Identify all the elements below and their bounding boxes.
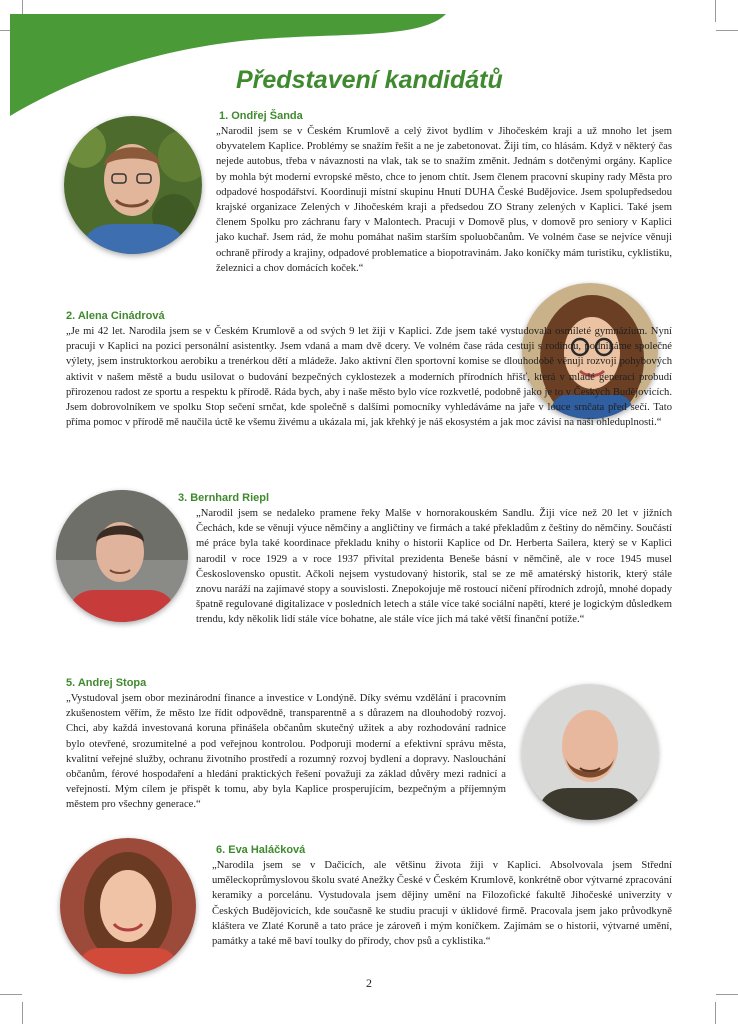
header-banner [0,0,450,120]
candidate-name-5: 5. Andrej Stopa [66,677,147,689]
candidate-photo-icon [60,838,196,974]
candidate-photo-6 [60,838,196,974]
candidate-name-1: 1. Ondřej Šanda [219,110,303,122]
candidate-bio-3: „Narodil jsem se nedaleko pramene řeky Malše v hornorakouském Sandlu. Žiji více než 20 let v jižních Čechách, kde se věnuji výuce němčiny a angličtiny ve firmách a také překladům z češtiny do němčiny. Součástí mé práce byla také koordinace překladu knihy o historii Kaplice od Dr. Herberta Sailera, který se v Kaplici narodil v roce 1929 a v roce 1937 přivítal prezidenta Beneše básní v němčině, ale v roce 1945 musel Československo opustit. Ačkoli nejsem vystudovaný historik, stal se ze mě amatérský historik, který stále znovu naráží na zajímavé stopy a souvislosti. Znepokojuje mě rostoucí ničení přírodních zdrojů, mnohé dopady špatně regulované digitalizace v posledních letech a stále více také sociální napětí, které je logickým důsledkem trendu, kdy několik lidí stále více bohatne, ale stále více jich má také větší finanční potíže.“ [196,508,672,626]
page-title: Představení kandidátů [236,66,503,94]
page-number: 2 [366,976,372,990]
crop-mark [716,994,738,995]
candidate-name-3: 3. Bernhard Riepl [178,492,270,504]
candidate-photo-icon [522,684,658,820]
candidate-name-6: 6. Eva Haláčková [216,844,306,856]
crop-mark [0,994,22,995]
candidate-bio-2: „Je mi 42 let. Narodila jsem se v Českém Krumlově a od svých 9 let žiji v Kaplici. Zde jsem také vystudovala osmileté gymnázium. Nyní pracuji v Kaplici na pozici personální asistentky. Jsem vdaná a mam dvě dcery. Ve volném čase ráda cestuji s rodinou, podnikáme společné výlety, jsem instruktorkou aerobiku a trenérkou dětí a mládeže. Jako aktivní člen sportovní komise se dlouhodobě věnuji rozvoji pohybových aktivit v našem městě a budu usilovat o budování bezpečných cyklostezek a moderních přírodních hřišť, která v mladé generaci probudí přirozenou radost ze sportu a respektu k přírodě. Ráda bych, aby i naše město bylo více rozkvetlé, podobně jako je to v Českých Budějovicích. Jsem dobrovolníkem ve spolku Stop sečení srnčat, kde společně s dalšími pomocníky vyhledáváme na jaře v louce srnčata před sečí. Tato příma pomoc v přírodě mě naučila úctě ke všemu živému a ukázala mi, jak křehký je náš ekosystém a jak moc závisí na naší ohleduplnosti.“ [66,326,672,429]
candidate-bio-5: „Vystudoval jsem obor mezinárodní finance a investice v Londýně. Díky svému vzdělání i pracovním zkušenostem věřím, že město lze řídit odpovědně, transparentně a s důrazem na dlouhodobý rozvoj. Chci, aby každá investovaná koruna přinášela občanům skutečný užitek a aby rozhodování radnice bylo otevřené, srozumitelné a pod veřejnou kontrolou. Podporuji moderní a efektivní správu města, kvalitní veřejné služby, ochranu životního prostředí a rozumný rozvoj bydlení a dopravy. Naslouchání občanům, férové hospodaření a hledání praktických řešení považuji za základ důvěry mezi radnicí a veřejností. Mým cílem je přispět k tomu, aby byla Kaplice prosperujícím, bezpečným a příjemným městem pro všechny generace.“ [66,693,506,811]
candidate-photo-5 [522,684,658,820]
crop-mark [715,1002,716,1024]
candidate-name-2: 2. Alena Cinádrová [66,310,165,322]
candidate-bio-6: „Narodila jsem se v Dačicích, ale většinu života žiji v Kaplici. Absolvovala jsem Střední uměleckoprůmyslovou školu svaté Anežky České v Českém Krumlově, konkrétně obor výtvarné zpracování keramiky a porcelánu. Vystudovala jsem dějiny umění na Filozofické fakultě Jihočeské univerzity v Českých Budějovicích, kde současně ke studiu pracuji v úklidové firmě. Pracovala jsem jako průvodkyně kláštera ve Zlaté Koruně a tato práce je zároveň i mým koníčkem. Zajímám se o historii, výtvarné umění, památky a také mě baví toulky do přírody, chov psů a cyklistika.“ [212,860,672,948]
crop-mark [22,1002,23,1024]
crop-mark [715,0,716,22]
candidate-bio-1: „Narodil jsem se v Českém Krumlově a celý život bydlím v Jihočeském kraji a už mnoho let jsem obyvatelem Kaplice. Problémy se snažím řešit a ne je zabetonovat. Žiji tím, co hlásám. Když v některý čas nejede autobus, třeba v návaznosti na vlak, tak se to snažím změnit. Jednám s dotčenými orgány. Kaplice by mohla být moderní evropské město, chce to jenom chtít. Jsem členem pracovní skupiny rady Města pro odpadové hospodářství. Koordinuji místní skupinu Hnutí DUHA České Budějovice. Jsem spolupředsedou krajské organizace Zelených v Jihočeském kraji a předsedou ZO Strany zelených v Kaplici. Také jsem členem Spolku pro záchranu fary v Malontech. Pracuji v Domově plus, v domově pro seniory v Kaplici jako kuchař. Jsem rád, že mohu pomáhat našim starším spoluobčanům. Ve volném čase se nejvíce věnuji ochraně přírody a krajiny, odpadové problematice a biopotravinám. Jako koníčky mám turistiku, cyklistiku, železnici a chov domácích koček.“ [216,126,672,274]
crop-mark [716,30,738,31]
